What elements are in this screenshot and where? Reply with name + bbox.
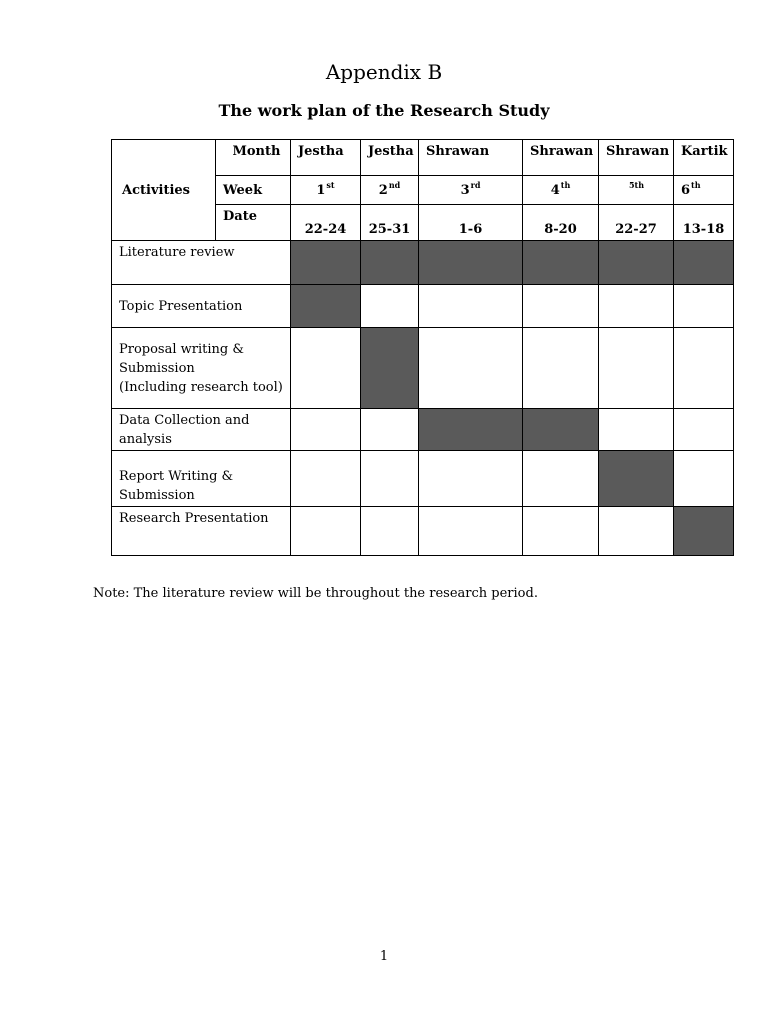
date-cell: 8-20: [523, 205, 599, 241]
activity-label-line: Proposal writing &: [119, 341, 244, 357]
page-number: 1: [379, 949, 389, 964]
activity-label: [112, 328, 291, 409]
month-header-row: [112, 140, 734, 176]
activity-label-line: Topic Presentation: [119, 298, 243, 314]
schedule-cell: [419, 507, 523, 556]
schedule-cell-scheduled: [523, 241, 599, 285]
schedule-cell: [523, 328, 599, 409]
week-number: 6: [681, 182, 691, 198]
week-ordinal: th: [691, 180, 701, 191]
schedule-cell-scheduled: [419, 241, 523, 285]
activity-label: [112, 285, 291, 328]
date-cell: 22-27: [599, 205, 674, 241]
schedule-cell: [599, 328, 674, 409]
date-cell: 13-18: [674, 205, 734, 241]
month-cell: Jestha: [361, 140, 419, 176]
activity-label-line: Data Collection and: [119, 412, 250, 428]
schedule-cell: [523, 507, 599, 556]
schedule-cell-scheduled: [523, 409, 599, 451]
week-number: 1: [316, 182, 326, 198]
schedule-cell: [419, 451, 523, 507]
schedule-cell-scheduled: [291, 285, 361, 328]
activity-label-line: (Including research tool): [119, 379, 283, 395]
schedule-cell-scheduled: [419, 409, 523, 451]
week-number: 4: [550, 182, 560, 198]
schedule-cell: [361, 451, 419, 507]
schedule-cell: [674, 328, 734, 409]
week-cell: [291, 176, 361, 205]
activity-row: [112, 285, 734, 328]
week-label: Week: [216, 176, 291, 205]
week-cell: [674, 176, 734, 205]
week-cell: [419, 176, 523, 205]
schedule-cell: [419, 328, 523, 409]
date-cell: 22-24: [291, 205, 361, 241]
schedule-cell-scheduled: [361, 328, 419, 409]
schedule-cell: [599, 507, 674, 556]
schedule-cell: [674, 285, 734, 328]
activity-label: [112, 409, 291, 451]
page-heading: Appendix B: [325, 60, 443, 84]
week-number: 2: [378, 182, 388, 198]
footnote: Note: The literature review will be throughout the research period.: [93, 586, 538, 601]
activity-label: [112, 507, 291, 556]
activity-row: [112, 409, 734, 451]
week-ordinal: rd: [470, 180, 481, 191]
schedule-cell: [361, 409, 419, 451]
schedule-cell: [599, 285, 674, 328]
week-number: 3: [460, 182, 470, 198]
schedule-cell: [361, 507, 419, 556]
activities-header: Activities: [112, 140, 216, 241]
schedule-cell: [291, 328, 361, 409]
activity-label-line: analysis: [119, 431, 172, 447]
month-cell: Shrawan: [599, 140, 674, 176]
month-cell: Kartik: [674, 140, 734, 176]
week-ordinal: nd: [388, 180, 401, 191]
week-cell: [361, 176, 419, 205]
week-ordinal: 5th: [628, 180, 645, 191]
activity-label-line: Submission: [119, 488, 195, 503]
page-subheading: The work plan of the Research Study: [218, 101, 550, 120]
activity-label: [112, 451, 291, 507]
schedule-cell-scheduled: [599, 451, 674, 507]
date-label: Date: [216, 205, 291, 241]
schedule-cell-scheduled: [291, 241, 361, 285]
activity-label-line: Report Writing &: [119, 469, 234, 484]
week-cell: [523, 176, 599, 205]
week-ordinal: st: [326, 180, 335, 191]
date-cell: 25-31: [361, 205, 419, 241]
schedule-cell: [523, 451, 599, 507]
week-ordinal: th: [560, 180, 571, 191]
activity-label: [112, 241, 291, 285]
activity-row: [112, 507, 734, 556]
schedule-cell: [419, 285, 523, 328]
month-cell: Jestha: [291, 140, 361, 176]
schedule-cell: [674, 409, 734, 451]
activity-label-line: Research Presentation: [119, 511, 269, 526]
activity-label-line: Literature review: [119, 245, 235, 260]
schedule-cell: [291, 451, 361, 507]
schedule-cell: [674, 451, 734, 507]
schedule-cell-scheduled: [674, 507, 734, 556]
schedule-cell: [291, 409, 361, 451]
activity-label-line: Submission: [119, 360, 195, 376]
schedule-cell: [523, 285, 599, 328]
month-label: Month: [216, 140, 291, 176]
date-cell: 1-6: [419, 205, 523, 241]
activity-row: [112, 328, 734, 409]
month-cell: Shrawan: [523, 140, 599, 176]
activity-row: [112, 451, 734, 507]
activity-row: [112, 241, 734, 285]
schedule-cell: [599, 409, 674, 451]
week-cell: [599, 176, 674, 205]
work-plan-table: [111, 139, 734, 556]
month-cell: Shrawan: [419, 140, 523, 176]
schedule-cell: [361, 285, 419, 328]
schedule-cell-scheduled: [361, 241, 419, 285]
schedule-cell-scheduled: [674, 241, 734, 285]
schedule-cell: [291, 507, 361, 556]
schedule-cell-scheduled: [599, 241, 674, 285]
